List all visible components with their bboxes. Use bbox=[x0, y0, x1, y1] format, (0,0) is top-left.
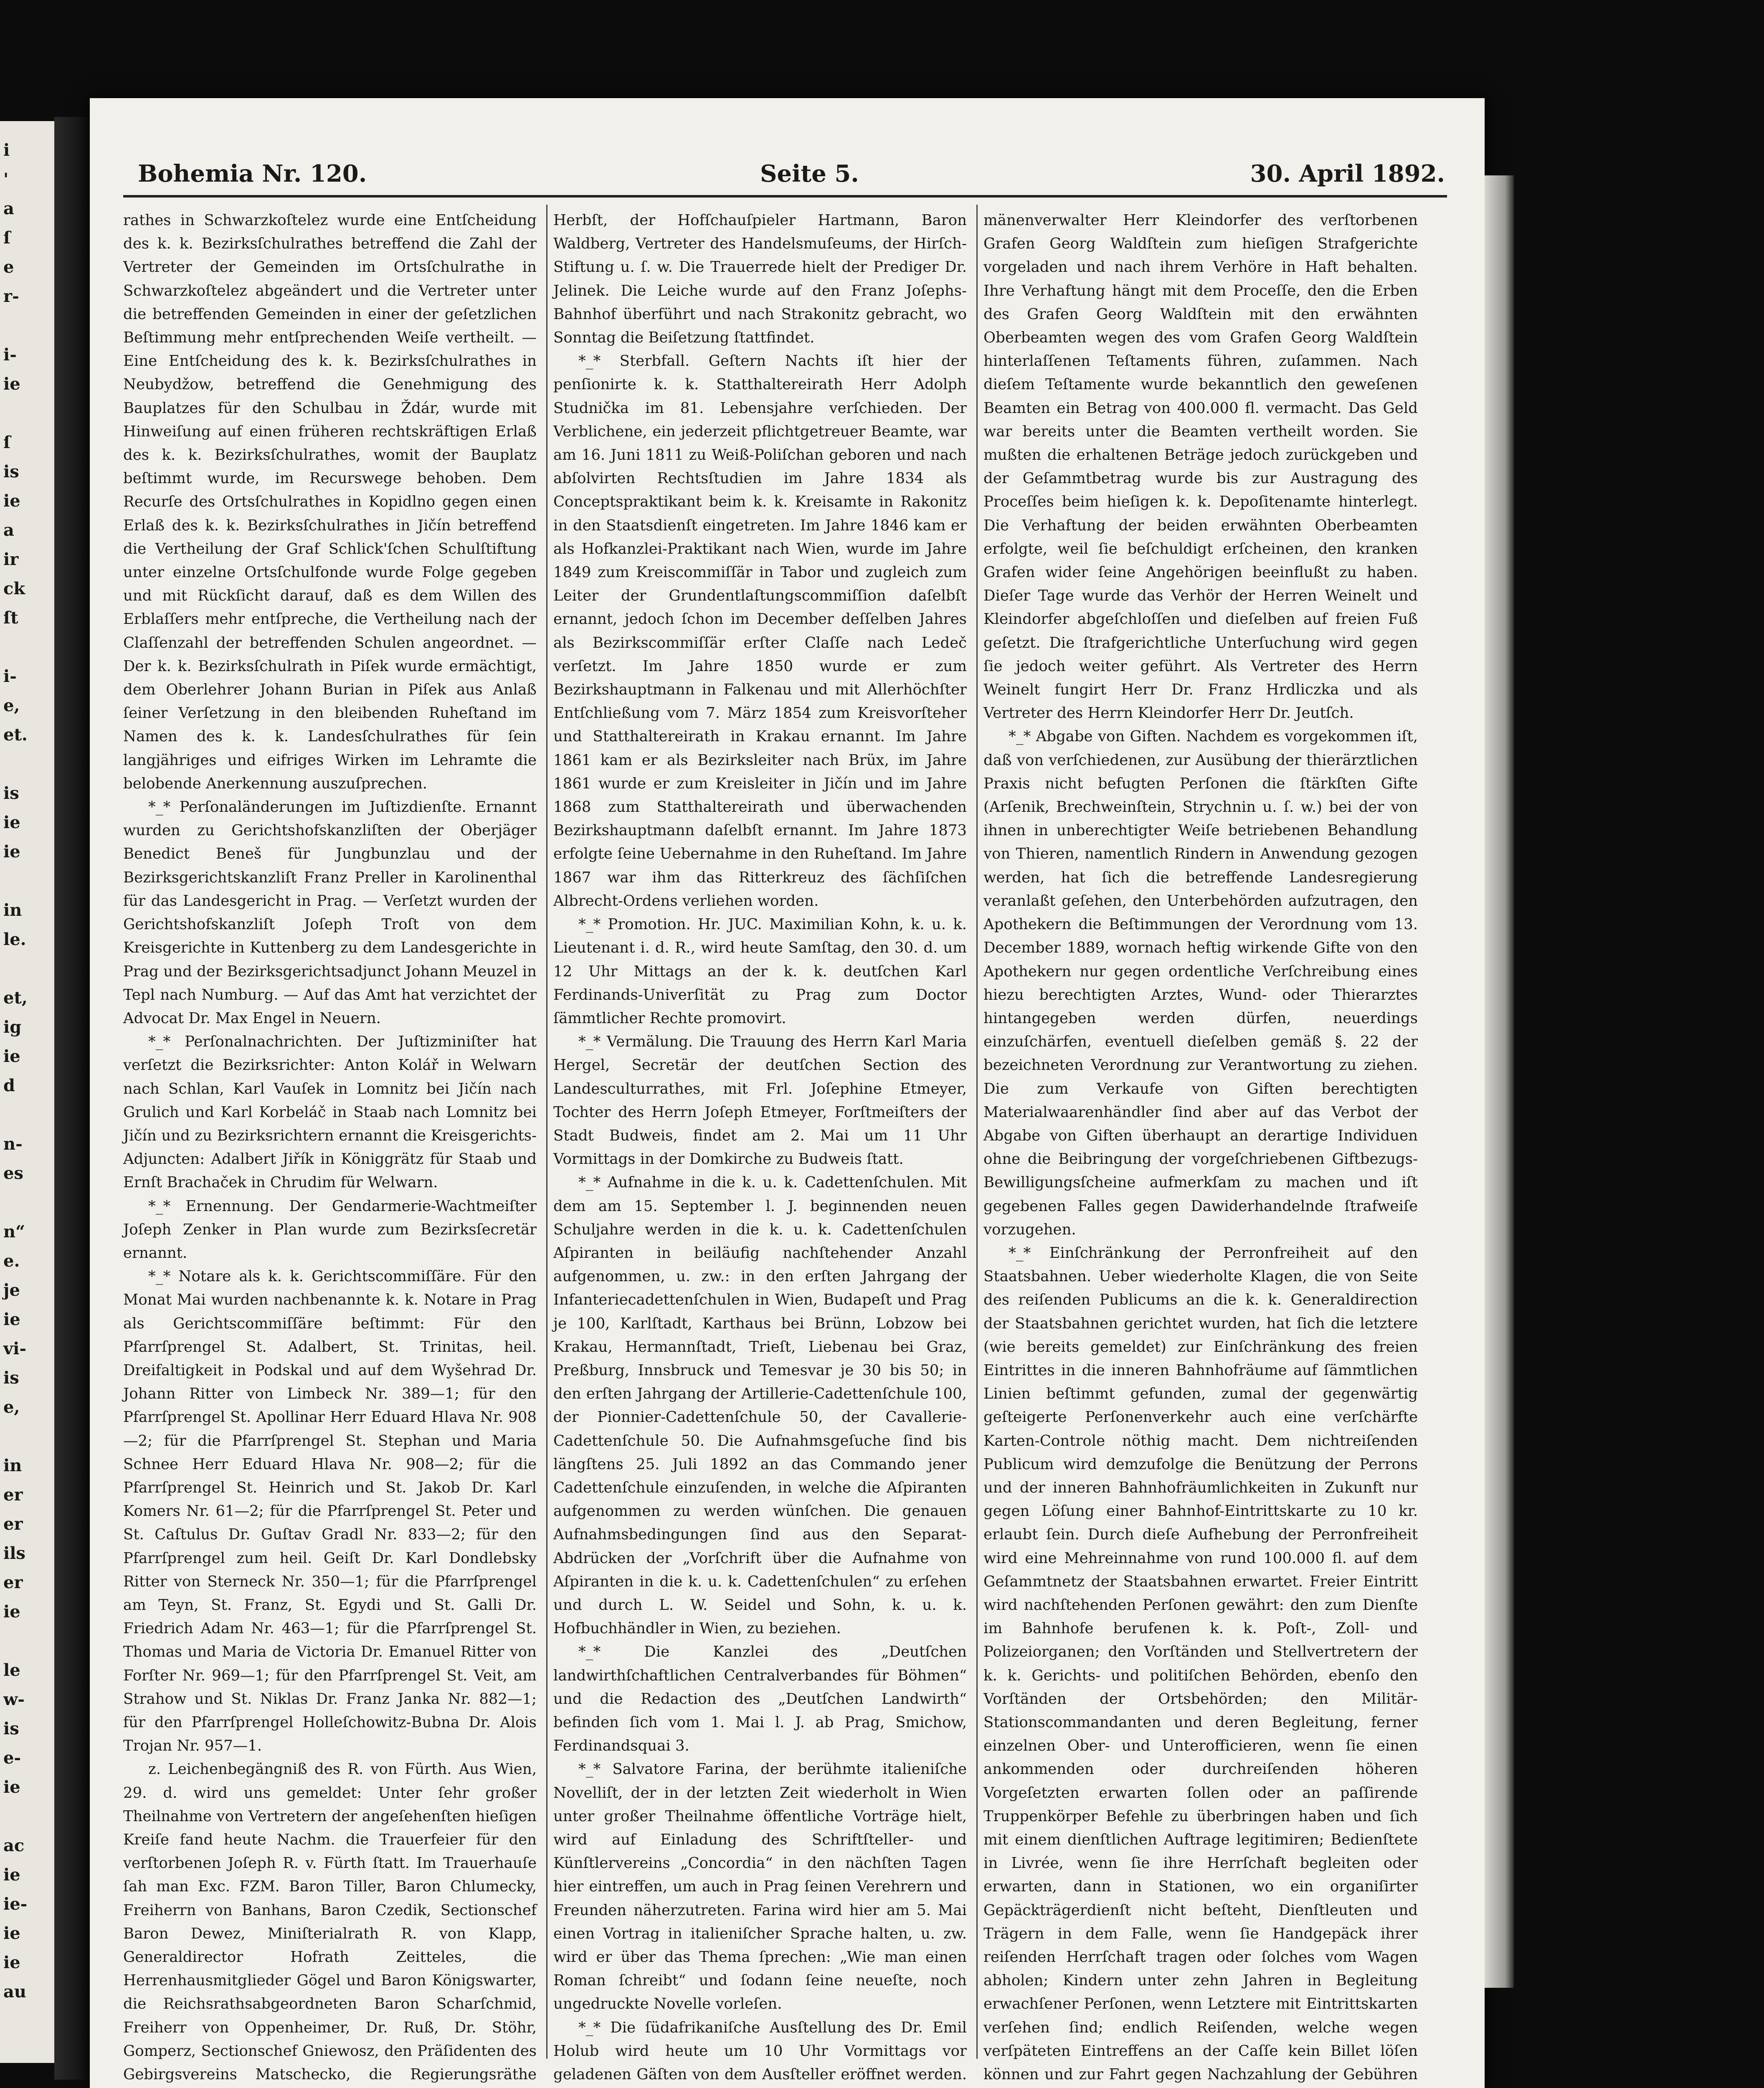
previous-page-fragment: ie bbox=[3, 1923, 20, 1943]
previous-page-fragment: ie bbox=[3, 491, 20, 511]
text-column-1 bbox=[123, 209, 537, 2088]
previous-page-fragment: ie bbox=[3, 1310, 20, 1329]
article-paragraph: *_* Vermälung. Die Trauung des Herrn Karl Maria Hergel, Secretär der deutſchen Section des Landesculturrathes, mit Frl. Joſephine Etmeyer, Tochter des Herrn Joſeph Etmeyer, Forſtmeiſters der Stadt Budweis, findet am 2. Mai um 11 Uhr Vormittags in der Domkirche zu Budweis ſtatt. bbox=[553, 1033, 967, 1168]
previous-page-fragment: a bbox=[3, 199, 14, 218]
newspaper-page bbox=[90, 98, 1485, 2088]
previous-page-fragment: i bbox=[3, 140, 10, 160]
previous-page-fragment: ck bbox=[3, 579, 25, 598]
text-column-3 bbox=[983, 209, 1418, 2088]
article-paragraph: *_* Die ſüdafrikaniſche Ausſtellung des Dr. Emil Holub wird heute um 10 Uhr Vormittags vor geladenen Gäſten von dem Ausſteller eröffnet werden. bbox=[553, 2019, 967, 2083]
previous-page-fragment: ie bbox=[3, 842, 20, 862]
previous-page-fragment: je bbox=[3, 1280, 20, 1300]
previous-page-fragment: vi- bbox=[3, 1339, 27, 1358]
previous-page-fragment: ie bbox=[3, 1953, 20, 1972]
previous-page-fragment: n- bbox=[3, 1134, 23, 1154]
previous-page-fragment: w- bbox=[3, 1690, 25, 1709]
previous-page-fragment: es bbox=[3, 1163, 23, 1183]
previous-page-fragment: n“ bbox=[3, 1222, 25, 1242]
previous-page-fragment: ir bbox=[3, 550, 19, 569]
previous-page-fragment: d bbox=[3, 1076, 15, 1095]
previous-page-fragment: ie- bbox=[3, 1894, 28, 1914]
previous-page-fragment: ie bbox=[3, 813, 20, 832]
previous-page-fragment: e, bbox=[3, 696, 20, 715]
previous-page-fragment: le. bbox=[3, 930, 26, 949]
previous-page-edge bbox=[0, 121, 54, 2063]
article-paragraph: *_* Die Kanzlei des „Deutſchen landwirthſchaftlichen Centralverbandes für Böhmen“ und die Redaction des „Deutſchen Landwirth“ befinden ſich vom 1. Mai l. J. ab Prag, Smichow, Ferdinandsquai 3. bbox=[553, 1643, 967, 1755]
page-header bbox=[138, 160, 1445, 193]
page-number: Seite 5. bbox=[760, 160, 859, 188]
previous-page-fragment: e bbox=[3, 257, 14, 277]
previous-page-fragment: ſt bbox=[3, 608, 18, 628]
previous-page-fragment: ie bbox=[3, 1047, 20, 1066]
previous-page-fragment: e- bbox=[3, 1748, 21, 1768]
previous-page-fragment: et. bbox=[3, 725, 28, 745]
previous-page-fragment: er bbox=[3, 1573, 23, 1592]
article-paragraph: mänenverwalter Herr Kleindorfer des verſtorbenen Grafen Georg Waldſtein zum hieſigen Strafgerichte vorgeladen und nach ihrem Verhöre in Haft behalten. Ihre Verhaftung hängt mit dem Proceſſe, den die Erben des Grafen Georg Waldſtein mit den erwähnten Oberbeamten wegen des vom Grafen Georg Waldſtein hinterlaſſenen Teſtaments führen, zuſammen. Nach dieſem Teſtamente wurde bekanntlich den geweſenen Beamten ein Betrag von 400.000 fl. vermacht. Das Geld war bereits unter die Beamten vertheilt worden. Sie mußten die erhaltenen Beträge jedoch zurückgeben und der Geſammtbetrag wurde bis zur Austragung des Proceſſes beim hieſigen k. k. Depoſitenamte hinterlegt. Die Verhaftung der beiden erwähnten Oberbeamten erfolgte, weil ſie beſchuldigt erſcheinen, den kranken Grafen wider ſeine Angehörigen beeinflußt zu haben. Dieſer Tage wurde das Verhör der Herren Weinelt und Kleindorfer abgeſchloſſen und dieſelben auf freien Fuß geſetzt. Die ſtrafgerichtliche Unterſuchung wird gegen ſie jedoch weiter geführt. Als Vertreter des Herrn Weinelt fungirt Herr Dr. Franz Hrdliczka und als Vertreter des Herrn Kleindorfer Herr Dr. Jeutſch. bbox=[983, 212, 1418, 722]
previous-page-fragment: in bbox=[3, 900, 22, 920]
article-paragraph: *_* Promotion. Hr. JUC. Maximilian Kohn, k. u. k. Lieutenant i. d. R., wird heute Samſtag, den 30. d. um 12 Uhr Mittags an der k. k. deutſchen Karl Ferdinands-Univerſität zu Prag zum Doctor ſämmtlicher Rechte promovirt. bbox=[553, 916, 967, 1027]
header-rule bbox=[123, 195, 1447, 198]
previous-page-fragment: e. bbox=[3, 1251, 20, 1271]
article-paragraph: *_* Abgabe von Giften. Nachdem es vorgekommen iſt, daß von verſchiedenen, zur Ausübung der thierärztlichen Praxis nicht befugten Perſonen die ſtärkſten Gifte (Arſenik, Brechweinſtein, Strychnin u. ſ. w.) bei der von ihnen in unberechtigter Weiſe betriebenen Behandlung von Thieren, namentlich Rindern in Anwendung gezogen werden, hat ſich die betreffende Landesregierung veranlaßt geſehen, den Unterbehörden aufzutragen, den Apothekern die Beſtimmungen der Verordnung vom 13. December 1889, wornach heftig wirkende Gifte von den Apothekern nur gegen ordentliche Verſchreibung eines hiezu berechtigten Arztes, Wund- oder Thierarztes hintangegeben werden dürfen, neuerdings einzuſchärfen, eventuell dieſelben gemäß §. 22 der bezeichneten Verordnung zur Verantwortung zu ziehen. Die zum Verkaufe von Giften berechtigten Materialwaarenhändler ſind aber auf das Verbot der Abgabe von Giften überhaupt an derartige Individuen ohne die Beibringung der vorgeſchriebenen Giftbezugs-Bewilligungsſcheine aufmerkſam zu machen und iſt gegebenen Falles gegen Dawiderhandelnde ſtrafweiſe vorzugehen. bbox=[983, 728, 1418, 1238]
column-divider bbox=[546, 205, 547, 2059]
previous-page-fragment: in bbox=[3, 1456, 22, 1475]
previous-page-fragment: a bbox=[3, 520, 14, 540]
article-paragraph: *_* Sterbfall. Geſtern Nachts iſt hier der penſionirte k. k. Statthaltereirath Herr Adolph Studnička im 81. Lebensjahre verſchieden. Der Verblichene, ein jederzeit pflichtgetreuer Beamte, war am 16. Juni 1811 zu Weiß-Poliſchan geboren und nach abſolvirten Rechtsſtudien im Jahre 1834 als Conceptspraktikant beim k. k. Kreisamte in Rakonitz in den Staatsdienſt eingetreten. Im Jahre 1846 kam er als Hofkanzlei-Praktikant nach Wien, wurde im Jahre 1849 zum Kreiscommiſſär in Tabor und zugleich zum Leiter der Grundentlaſtungscommiſſion daſelbſt ernannt, jedoch ſchon im December deſſelben Jahres als Bezirkscommiſſär erſter Claſſe nach Ledeč verſetzt. Im Jahre 1850 wurde er zum Bezirkshauptmann in Falkenau und mit Allerhöchſter Entſchließung vom 7. März 1854 zum Kreisvorſteher und Statthaltereirath in Krakau ernannt. Im Jahre 1861 kam er als Bezirksleiter nach Brüx, im Jahre 1861 wurde er zum Kreisleiter in Jičín und im Jahre 1868 zum Statthaltereirath und überwachenden Bezirkshauptmann daſelbſt ernannt. Im Jahre 1873 erfolgte ſeine Uebernahme in den Ruheſtand. Im Jahre 1867 war ihm das Ritterkreuz des ſächſiſchen Albrecht-Ordens verliehen worden. bbox=[553, 352, 967, 910]
previous-page-fragment: er bbox=[3, 1514, 23, 1534]
article-paragraph: rathes in Schwarzkoſtelez wurde eine Entſcheidung des k. k. Bezirksſchulrathes betreffend die Zahl der Vertreter der Gemeinden im Ortsſchulrathe in Schwarzkoſtelez abgeändert und die Vertreter unter die betreffenden Gemeinden in einer der geſetzlichen Beſtimmung mehr entſprechenden Weiſe vertheilt. — Eine Entſcheidung des k. k. Bezirksſchulrathes in Neubydžow, betreffend die Genehmigung des Bauplatzes für den Schulbau in Ždár, wurde mit Hinweiſung auf einen früheren rechtskräftigen Erlaß des k. k. Bezirksſchulrathes, womit der Bauplatz beſtimmt wurde, im Recurswege behoben. Dem Recurſe des Ortsſchulrathes in Kopidlno gegen einen Erlaß des k. k. Bezirksſchulrathes in Jičín betreffend die Vertheilung der Graf Schlick'ſchen Schulſtiftung unter einzelne Ortsſchulfonde wurde Folge gegeben und mit Rückſicht darauf, daß es dem Willen des Erblaſſers mehr entſpreche, die Vertheilung nach der Claſſenzahl der betreffenden Schulen angeordnet. — Der k. k. Bezirksſchulrath in Piſek wurde ermächtigt, dem Oberlehrer Johann Burian in Piſek aus Anlaß ſeiner Verſetzung in den bleibenden Ruheſtand im Namen des k. k. Landesſchulrathes für ſein langjähriges und eifriges Wirken im Lehramte die belobende Anerkennung auszuſprechen. bbox=[123, 212, 537, 792]
previous-page-fragment: ie bbox=[3, 374, 20, 394]
previous-page-fragment: au bbox=[3, 1982, 26, 2002]
previous-page-fragment: ac bbox=[3, 1836, 25, 1855]
article-paragraph: Herbſt, der Hofſchauſpieler Hartmann, Baron Waldberg, Vertreter des Handelsmuſeums, der Hirſch-Stiftung u. ſ. w. Die Trauerrede hielt der Prediger Dr. Jelinek. Die Leiche wurde auf den Franz Joſephs-Bahnhof überführt und nach Strakonitz gebracht, wo Sonntag die Beiſetzung ſtattfindet. bbox=[553, 212, 967, 347]
article-paragraph: *_* Perſonaländerungen im Juſtizdienſte. Ernannt wurden zu Gerichtshofskanzliſten der Oberjäger Benedict Beneš für Jungbunzlau und der Bezirksgerichtskanzliſt Franz Preller in Karolinenthal für das Landesgericht in Prag. — Verſetzt wurden der Gerichtshofskanzliſt Joſeph Troſt von dem Kreisgerichte in Kuttenberg zu dem Landesgerichte in Prag und der Bezirksgerichtsadjunct Johann Meuzel in Tepl nach Numburg. — Auf das Amt hat verzichtet der Advocat Dr. Max Engel in Neuern. bbox=[123, 798, 537, 1027]
previous-page-fragment: ils bbox=[3, 1543, 25, 1563]
article-paragraph: *_* Salvatore Farina, der berühmte italieniſche Novelliſt, der in der letzten Zeit wiederholt in Wien unter großer Theilnahme öffentliche Vorträge hielt, wird auf Einladung des Schriftſteller- und Künſtlervereins „Concordia“ in den nächſten Tagen hier eintreffen, um auch in Prag ſeinen Verehrern und Freunden näherzutreten. Farina wird hier am 5. Mai einen Vortrag in italieniſcher Sprache halten, u. zw. wird er über das Thema ſprechen: „Wie man einen Roman ſchreibt“ und ſodann ſeine neueſte, noch ungedruckte Novelle vorleſen. bbox=[553, 1761, 967, 2013]
previous-page-fragment: e, bbox=[3, 1397, 20, 1417]
previous-page-fragment: le bbox=[3, 1660, 20, 1680]
previous-page-fragment: er bbox=[3, 1485, 23, 1505]
previous-page-fragment: ' bbox=[3, 170, 9, 189]
column-divider bbox=[976, 205, 978, 2059]
previous-page-fragment: r- bbox=[3, 286, 19, 306]
previous-page-fragment: is bbox=[3, 1719, 19, 1738]
article-paragraph: z. Leichenbegängniß des R. von Fürth. Aus Wien, 29. d. wird uns gemeldet: Unter ſehr großer Theilnahme von Vertretern der angeſehenſten hieſigen Kreiſe fand heute Nachm. die Trauerfeier für den verſtorbenen Joſeph R. v. Fürth ſtatt. Im Trauerhauſe ſah man Exc. FZM. Baron Tiller, Baron Chlumecky, Freiherrn von Banhans, Baron Czedik, Sectionschef Baron Dewez, Miniſterialrath R. von Klapp, Generaldirector Hofrath Zeitteles, die Herrenhausmitglieder Gögel und Baron Königswarter, die Reichsrathsabgeordneten Baron Scharſchmid, Freiherr von Oppenheimer, Dr. Ruß, Dr. Stöhr, Gomperz, Sectionschef Gniewosz, den Präſidenten des Gebirgsvereins Matschecko, die Regierungsräthe bbox=[123, 1761, 537, 2083]
article-paragraph: *_* Ernennung. Der Gendarmerie-Wachtmeiſter Joſeph Zenker in Plan wurde zum Bezirksſecretär ernannt. bbox=[123, 1197, 537, 1262]
previous-page-fragment: i- bbox=[3, 666, 17, 686]
issue-date: 30. April 1892. bbox=[1250, 160, 1445, 188]
previous-page-fragment: ſ bbox=[3, 433, 11, 452]
previous-page-fragment: is bbox=[3, 783, 19, 803]
previous-page-fragment: ſ bbox=[3, 228, 11, 248]
article-paragraph: *_* Aufnahme in die k. u. k. Cadettenſchulen. Mit dem am 15. September l. J. beginnenden neuen Schuljahre werden in die k. u. k. Cadettenſchulen Aſpiranten in beiläufig nachſtehender Anzahl aufgenommen, u. zw.: in den erſten Jahrgang der Infanteriecadettenſchulen in Wien, Budapeſt und Prag je 100, Karlſtadt, Karthaus bei Brünn, Lobzow bei Krakau, Hermannſtadt, Trieſt, Liebenau bei Graz, Preßburg, Innsbruck und Temesvar je 30 bis 50; in den erſten Jahrgang der Artillerie-Cadettenſchule 100, der Pionnier-Cadettenſchule 50, der Cavallerie-Cadettenſchule 50. Die Aufnahmsgeſuche ſind bis längſtens 25. Juli 1892 an das Commando jener Cadettenſchule einzuſenden, in welche die Aſpiranten aufgenommen zu werden wünſchen. Die genauen Aufnahmsbedingungen ſind aus den Separat-Abdrücken der „Vorſchrift über die Aufnahme von Aſpiranten in die k. u. k. Cadettenſchulen“ zu erſehen und durch L. W. Seidel und Sohn, k. u. k. Hofbuchhändler in Wien, zu beziehen. bbox=[553, 1174, 967, 1637]
previous-page-fragment: ie bbox=[3, 1865, 20, 1885]
previous-page-fragment: ig bbox=[3, 1017, 22, 1037]
text-column-2 bbox=[553, 209, 967, 2088]
page-edge-shadow bbox=[1485, 175, 1514, 1988]
previous-page-fragment: is bbox=[3, 462, 19, 481]
article-paragraph: *_* Notare als k. k. Gerichtscommiſſäre. Für den Monat Mai wurden nachbenannte k. k. Notare in Prag als Gerichtscommiſſäre beſtimmt: Für den Pfarrſprengel St. Adalbert, St. Trinitas, heil. Dreifaltigkeit in Podskal und auf dem Wyšehrad Dr. Johann Ritter von Limbeck Nr. 389—1; für den Pfarrſprengel St. Apollinar Herr Eduard Hlava Nr. 908—2; für die Pfarrſprengel St. Stephan und Maria Schnee Herr Eduard Hlava Nr. 908—2; für die Pfarrſprengel St. Heinrich und St. Jakob Dr. Karl Komers Nr. 61—2; für die Pfarrſprengel St. Peter und St. Caſtulus Dr. Guſtav Gradl Nr. 833—2; für den Pfarrſprengel zum heil. Geiſt Dr. Karl Dondlebsky Ritter von Sterneck Nr. 350—1; für die Pfarrſprengel am Teyn, St. Franz, St. Egydi und St. Galli Dr. Friedrich Adam Nr. 463—1; für die Pfarrſprengel St. Thomas und Maria de Victoria Dr. Emanuel Ritter von Forſter Nr. 969—1; für den Pfarrſprengel St. Veit, am Strahow und St. Niklas Dr. Franz Janka Nr. 882—1; für den Pfarrſprengel Holleſchowitz-Bubna Dr. Alois Trojan Nr. 957—1. bbox=[123, 1268, 537, 1755]
article-paragraph: *_* Perſonalnachrichten. Der Juſtizminiſter hat verſetzt die Bezirksrichter: Anton Kolář in Welwarn nach Schlan, Karl Vauſek in Lomnitz bei Jičín nach Grulich und Karl Korbeláč in Staab nach Lomnitz bei Jičín und zu Bezirksrichtern ernannt die Kreisgerichts-Adjuncten: Adalbert Jiřík in Königgrätz für Staab und Ernſt Brachaček in Chrudim für Welwarn. bbox=[123, 1033, 537, 1191]
previous-page-fragment: ie bbox=[3, 1777, 20, 1797]
previous-page-fragment: i- bbox=[3, 345, 17, 365]
masthead-issue: Bohemia Nr. 120. bbox=[138, 160, 367, 188]
article-paragraph: *_* Einſchränkung der Perronfreiheit auf den Staatsbahnen. Ueber wiederholte Klagen, die von Seite des reiſenden Publicums an die k. k. Generaldirection der Staatsbahnen gerichtet wurden, hat ſich die letztere (wie bereits gemeldet) zur Einſchränkung des freien Eintrittes in die inneren Bahnhofräume auf ſämmtlichen Linien beſtimmt gefunden, zumal der gegenwärtig geſteigerte Perſonenverkehr auch eine verſchärfte Karten-Controle nöthig macht. Dem nichtreiſenden Publicum wird demzufolge die Benützung der Perrons und der inneren Bahnhofräumlichkeiten in Zukunft nur gegen Löſung einer Bahnhof-Eintrittskarte zu 10 kr. erlaubt ſein. Durch dieſe Aufhebung der Perronfreiheit wird eine Mehreinnahme von rund 100.000 fl. auf dem Geſammtnetz der Staatsbahnen erwartet. Freier Eintritt wird nachſtehenden Perſonen gewährt: den zum Dienſte im Bahnhofe berufenen k. k. Poſt-, Zoll- und Polizeiorganen; den Vorſtänden und Stellvertretern der k. k. Gerichts- und politiſchen Behörden, ebenſo den Vorſtänden der Ortsbehörden; den Militär-Stationscommandanten und deren Begleitung, ferner einzelnen Ober- und Unterofficieren, wenn ſie einen ankommenden oder durchreiſenden höheren Vorgeſetzten erwarten ſollen oder an paſſirende Truppenkörper Befehle zu überbringen haben und ſich mit einem dienſtlichen Auftrage legitimiren; Bedienſtete in Livrée, wenn ſie ihre Herrſchaft begleiten oder erwarten, dann in Stationen, wo ein organiſirter Gepäckträgerdienſt nicht beſteht, Dienſtleuten und Trägern in dem Falle, wenn ſie Handgepäck ihrer reiſenden Herrſchaft tragen oder ſolches vom Wagen abholen; Kindern unter zehn Jahren in Begleitung erwachſener Perſonen, wenn Letztere mit Eintrittskarten verſehen ſind; endlich Reiſenden, welche wegen verſpäteten Eintreffens an der Caſſe kein Billet löſen können und zur Fahrt gegen Nachzahlung der Gebühren bbox=[983, 1244, 1418, 2083]
previous-page-fragment: ie bbox=[3, 1602, 20, 1622]
previous-page-fragment: et, bbox=[3, 988, 28, 1008]
previous-page-fragment: is bbox=[3, 1368, 19, 1388]
